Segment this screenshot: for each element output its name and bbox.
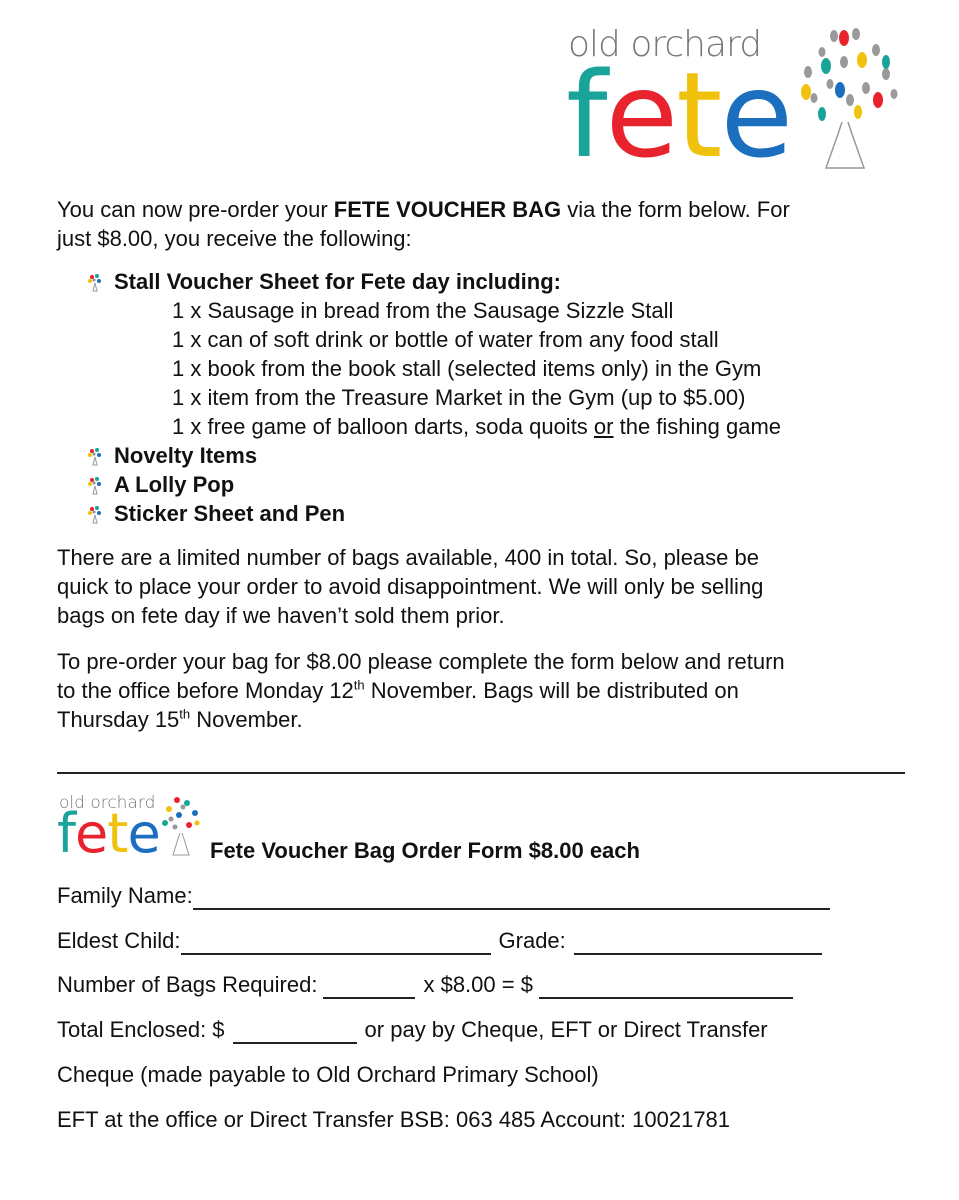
eldest-child-label: Eldest Child: [57, 928, 181, 953]
para3-text-a: to the office before Monday 12 [57, 678, 354, 703]
tree-bullet-icon [84, 503, 106, 525]
form-logo-letter-e: e [75, 802, 108, 865]
cheque-text: Cheque (made payable to Old Orchard Primary School) [57, 1062, 599, 1087]
logo-letter-e: e [605, 46, 677, 184]
sub-text-b: the fishing game [613, 414, 782, 439]
bags-row [57, 971, 793, 999]
family-name-label: Family Name: [57, 883, 193, 908]
tree-bullet-icon [84, 445, 106, 467]
family-name-row [57, 882, 830, 910]
eldest-child-field[interactable] [181, 933, 491, 955]
para2-line-3: bags on fete day if we haven’t sold them prior. [57, 603, 505, 628]
intro-bold: FETE VOUCHER BAG [333, 197, 562, 222]
ordinal-suffix: th [179, 706, 191, 722]
bags-quantity-field[interactable] [323, 977, 415, 999]
logo-letter-t: t [676, 46, 721, 184]
tree-logo-icon [786, 22, 904, 172]
eldest-child-row [57, 927, 822, 955]
sub-list-item: 1 x item from the Treasure Market in the Gym (up to $5.00) [172, 385, 746, 410]
para3-text-b: November. Bags will be distributed on [364, 678, 739, 703]
bags-total-field[interactable] [539, 977, 793, 999]
para3-line-3 [57, 705, 937, 734]
cheque-row [57, 1061, 599, 1089]
para3-text-d: November. [190, 707, 303, 732]
bags-label: Number of Bags Required: [57, 972, 318, 997]
grade-label: Grade: [498, 928, 566, 953]
total-row [57, 1016, 768, 1044]
list-item [84, 267, 781, 296]
tree-logo-icon [157, 793, 203, 859]
fete-logo [566, 18, 906, 184]
list-item [84, 441, 781, 470]
list-item [84, 470, 781, 499]
grade-field[interactable] [574, 933, 822, 955]
logo-fete-text [566, 46, 792, 184]
tree-bullet-icon [84, 474, 106, 496]
intro-line-2: just $8.00, you receive the following: [57, 226, 412, 251]
ordinal-suffix: th [353, 677, 365, 693]
tree-bullet-icon [84, 271, 106, 293]
intro-line-1 [57, 195, 917, 224]
list-item [84, 499, 781, 528]
sub-list-item: 1 x book from the book stall (selected items only) in the Gym [172, 356, 762, 381]
payment-options-text: or pay by Cheque, EFT or Direct Transfer [364, 1017, 768, 1042]
total-enclosed-field[interactable] [233, 1022, 357, 1044]
para2-line-1: There are a limited number of bags available, 400 in total. So, please be [57, 545, 759, 570]
sub-list-item: 1 x can of soft drink or bottle of water from any food stall [172, 327, 719, 352]
intro-text-b: via the form below. For [561, 197, 790, 222]
form-logo-letter-e2: e [127, 802, 160, 865]
form-logo-small-text: old orchard [59, 793, 156, 813]
para3-line-1: To pre-order your bag for $8.00 please complete the form below and return [57, 649, 785, 674]
intro-paragraph [57, 195, 917, 253]
bullet-list [84, 267, 781, 528]
total-label: Total Enclosed: $ [57, 1017, 225, 1042]
form-logo [57, 793, 207, 863]
form-logo-letter-f: f [57, 802, 76, 865]
sub-text-a: 1 x free game of balloon darts, soda quoits [172, 414, 594, 439]
family-name-field[interactable] [193, 888, 830, 910]
para3-line-2 [57, 676, 937, 705]
availability-paragraph [57, 543, 937, 630]
sub-list-item: 1 x Sausage in bread from the Sausage Sizzle Stall [172, 298, 674, 323]
bags-calc-label: x $8.00 = $ [423, 972, 533, 997]
bullet-text: Stall Voucher Sheet for Fete day including: [114, 269, 561, 294]
para2-line-2: quick to place your order to avoid disappointment. We will only be selling [57, 574, 764, 599]
cut-divider [57, 772, 905, 774]
sub-list-item [84, 412, 781, 441]
bullet-text: A Lolly Pop [114, 472, 235, 497]
eft-text: EFT at the office or Direct Transfer BSB: 063 485 Account: 10021781 [57, 1107, 731, 1132]
form-logo-letter-t: t [107, 802, 128, 865]
form-title: Fete Voucher Bag Order Form $8.00 each [210, 838, 640, 863]
logo-letter-e2: e [720, 46, 792, 184]
bullet-text: Sticker Sheet and Pen [114, 501, 346, 526]
logo-letter-f: f [566, 46, 606, 184]
para3-text-c: Thursday 15 [57, 707, 180, 732]
intro-text-a: You can now pre-order your [57, 197, 334, 222]
bullet-text: Novelty Items [114, 443, 258, 468]
eft-row [57, 1106, 730, 1134]
logo-old-orchard-text: old orchard [568, 24, 762, 65]
preorder-paragraph [57, 647, 937, 734]
sub-text-underlined: or [593, 414, 614, 439]
